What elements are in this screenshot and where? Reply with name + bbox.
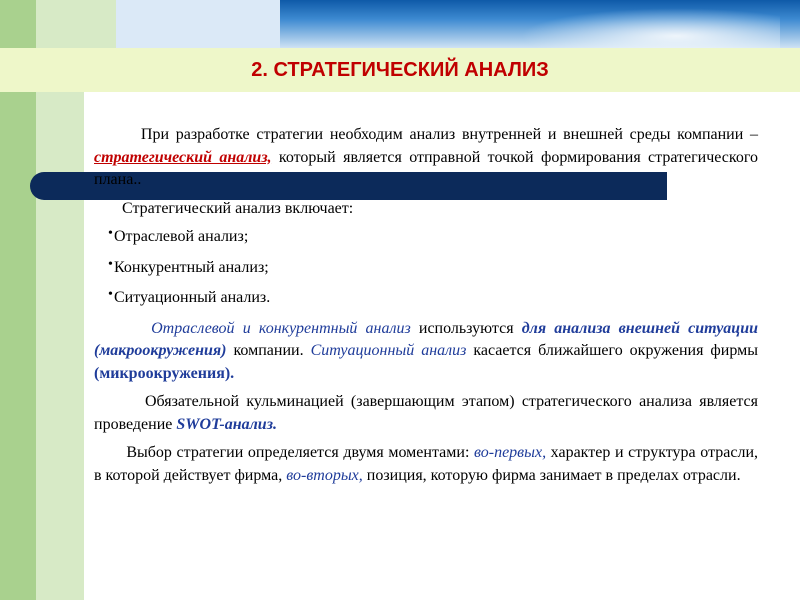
macro-environment-term: для анализа внешней ситуации (макроокружения) <box>94 319 759 359</box>
list-item: • Ситуационный анализ. <box>114 287 758 310</box>
text: используются <box>410 319 522 337</box>
text: Обязательной кульминацией (завершающим этапом) стратегического анализа является проведение <box>94 393 759 433</box>
includes-heading <box>94 198 758 221</box>
micro-environment-term: (микроокружения) <box>94 364 231 382</box>
paragraph-swot <box>94 391 758 436</box>
list-item: • Конкурентный анализ; <box>114 257 758 280</box>
analysis-list <box>94 226 758 310</box>
text: . <box>230 364 235 382</box>
text: компании. <box>226 342 311 359</box>
second-term: во-вторых, <box>286 466 363 484</box>
swot-term: SWOT-анализ. <box>176 415 277 433</box>
intro-text-1: При разработке стратегии необходим анализ внутренней и внешней среды компании – <box>140 126 759 143</box>
paragraph-strategy-choice <box>94 442 758 487</box>
text: характер и структура отрасли, в которой действует фирма, <box>94 444 759 484</box>
includes-heading-text: Стратегический анализ включает: <box>122 199 354 217</box>
paragraph-external <box>94 318 758 386</box>
slide-title: 2. СТРАТЕГИЧЕСКИЙ АНАЛИЗ <box>251 59 549 81</box>
slide-content <box>94 124 758 493</box>
text: Выбор стратегии определяется двумя моментами: <box>126 444 475 461</box>
first-term: во-первых, <box>474 444 547 461</box>
intro-text-2: который является отправной точкой формирования стратегического плана.. <box>94 148 758 188</box>
situational-analysis-term: Ситуационный анализ <box>310 342 467 359</box>
text: позиция, которую фирма занимает в пределах отрасли. <box>362 466 741 484</box>
sky-cloud-image <box>520 8 780 48</box>
text: касается ближайшего окружения фирмы <box>466 342 758 359</box>
list-item: • Отраслевой анализ; <box>114 226 758 249</box>
paragraph-intro <box>94 124 758 192</box>
strategic-analysis-term: стратегический анализ, <box>94 148 272 166</box>
industry-competitive-term: Отраслевой и конкурентный анализ <box>151 319 411 337</box>
